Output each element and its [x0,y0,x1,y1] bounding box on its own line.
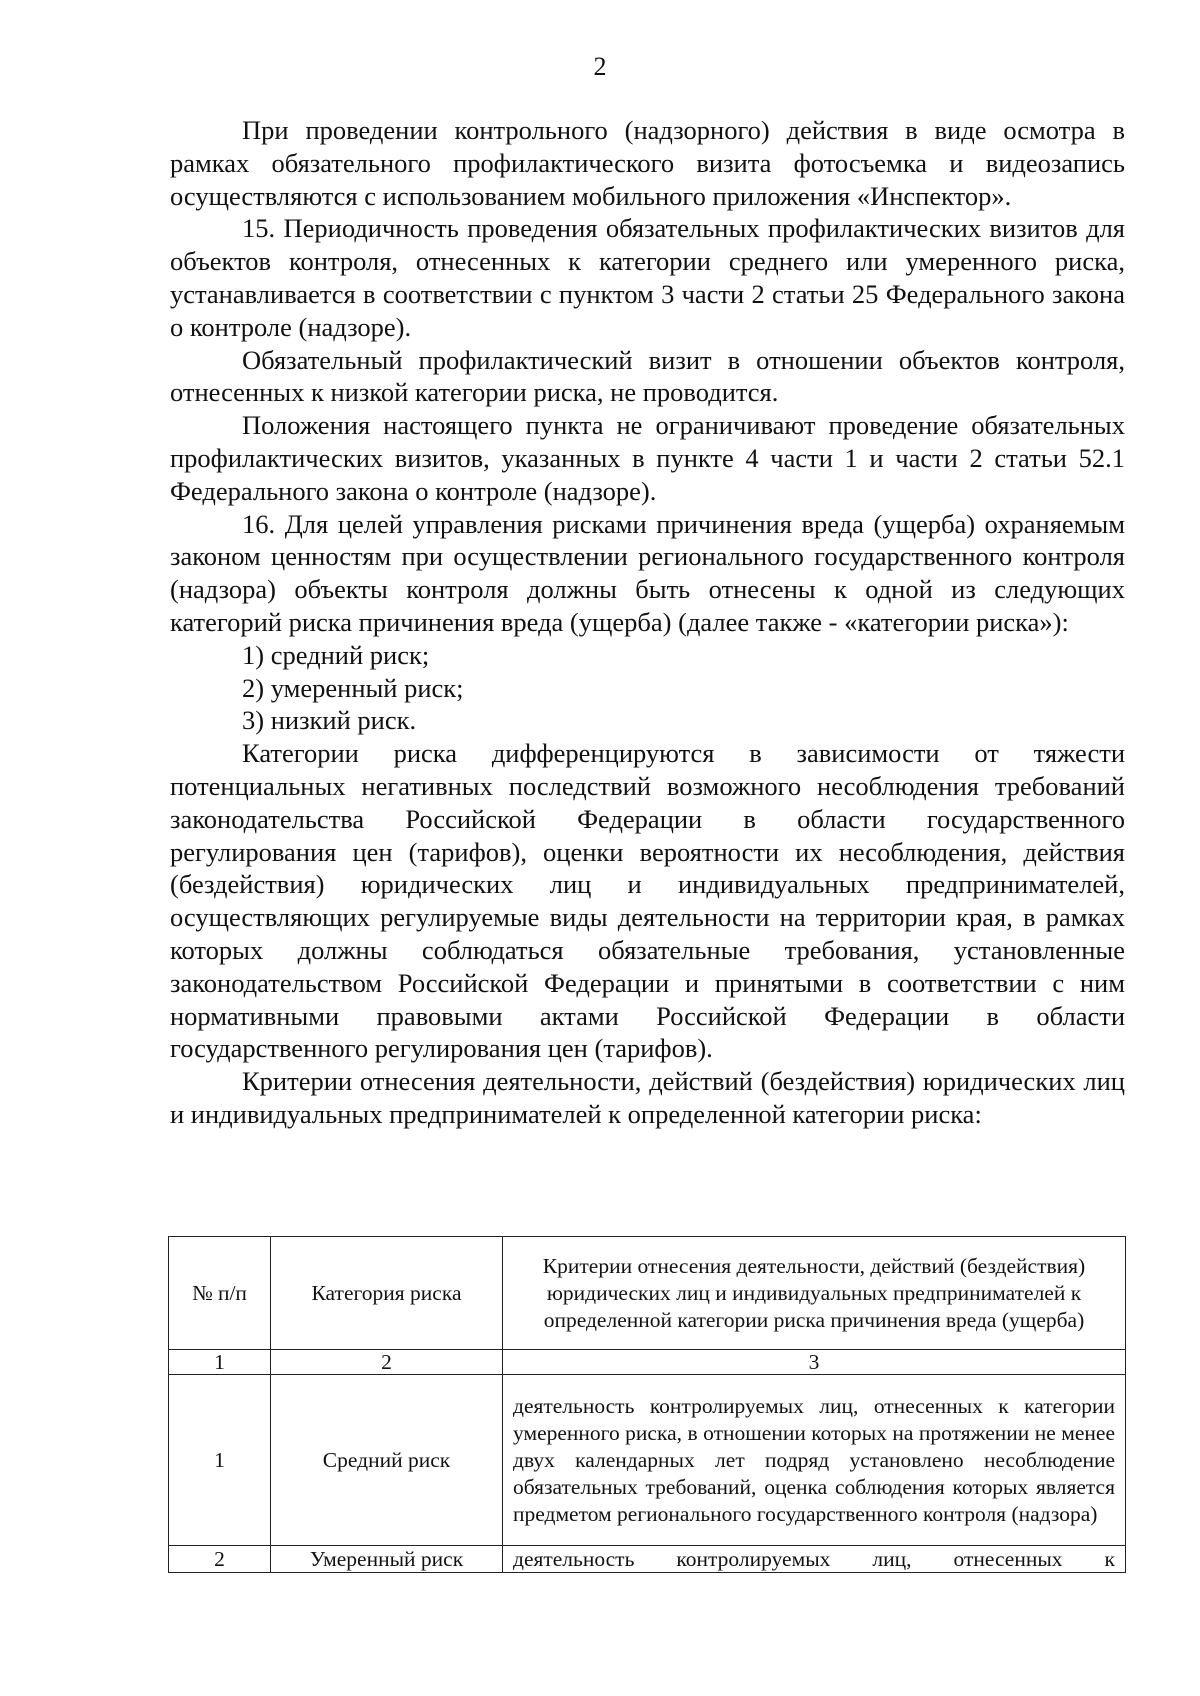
column-index: 2 [271,1350,503,1375]
row-number: 1 [169,1375,271,1546]
table-column-index-row [169,1350,1126,1375]
row-number: 2 [169,1546,271,1573]
row-category: Средний риск [271,1375,503,1546]
row-criteria: деятельность контролируемых лиц, отнесенных к категории умеренного риска, в отношении которых на протяжении не менее двух календарных лет подряд установлено несоблюдение обязательных требований, оценка соблюдения которых является предметом регионального государственного контроля (надзора) [503,1375,1126,1546]
risk-list-item-moderate: 2) умеренный риск; [242,672,464,703]
document-body [170,114,1125,1131]
risk-list-item-medium: 1) средний риск; [242,639,430,670]
paragraph-criteria-intro: Критерии отнесения деятельности, действий (бездействия) юридических лиц и индивидуальных предпринимателей к определенной категории риска: [170,1066,1125,1129]
header-criteria: Критерии отнесения деятельности, действий (бездействия) юридических лиц и индивидуальных предпринимателей к определенной категории риска причинения вреда (ущерба) [503,1237,1126,1350]
paragraph-risk-categories: Категории риска дифференцируются в зависимости от тяжести потенциальных негативных последствий возможного несоблюдения требований законодательства Российской Федерации в области государственного регулирования цен (тарифов), оценки вероятности их несоблюдения, действия (бездействия) юридических лиц и индивидуальных предпринимателей, осуществляющих регулируемые виды деятельности на территории края, в рамках которых должны соблюдаться обязательные требования, установленные законодательством Российской Федерации и принятыми в соответствии с ним нормативными правовыми актами Российской Федерации в области государственного регулирования цен (тарифов). [170,738,1125,1064]
table-row [169,1375,1126,1546]
risk-criteria-table [168,1236,1126,1573]
column-index: 1 [169,1350,271,1375]
paragraph-item-16: 16. Для целей управления рисками причинения вреда (ущерба) охраняемым законом ценностям при осуществлении регионального государственного контроля (надзора) объекты контроля должны быть отнесены к одной из следующих категорий риска причинения вреда (ущерба) (далее также - «категории риска»): [170,508,1125,637]
row-criteria: деятельность контролируемых лиц, отнесенных к [503,1546,1126,1573]
paragraph-item-15: 15. Периодичность проведения обязательных профилактических визитов для объектов контроля, отнесенных к категории среднего или умеренного риска, устанавливается в соответствии с пунктом 3 части 2 статьи 25 Федерального закона о контроле (надзоре). [170,213,1125,342]
paragraph-provisions: Положения настоящего пункта не ограничивают проведение обязательных профилактических визитов, указанных в пункте 4 части 1 и части 2 статьи 52.1 Федерального закона о контроле (надзоре). [170,410,1125,506]
table-header-row [169,1237,1126,1350]
header-number: № п/п [169,1237,271,1350]
page-number: 2 [593,52,607,81]
column-index: 3 [503,1350,1126,1375]
paragraph-low-risk-visit: Обязательный профилактический визит в отношении объектов контроля, отнесенных к низкой категории риска, не проводится. [170,344,1125,408]
paragraph-photo-video: При проведении контрольного (надзорного) действия в виде осмотра в рамках обязательного профилактического визита фотосъемка и видеозапись осуществляются с использованием мобильного приложения «Инспектор». [170,115,1125,211]
risk-list-item-low: 3) низкий риск. [242,705,417,736]
row-category: Умеренный риск [271,1546,503,1573]
table-row [169,1546,1126,1573]
header-category: Категория риска [271,1237,503,1350]
